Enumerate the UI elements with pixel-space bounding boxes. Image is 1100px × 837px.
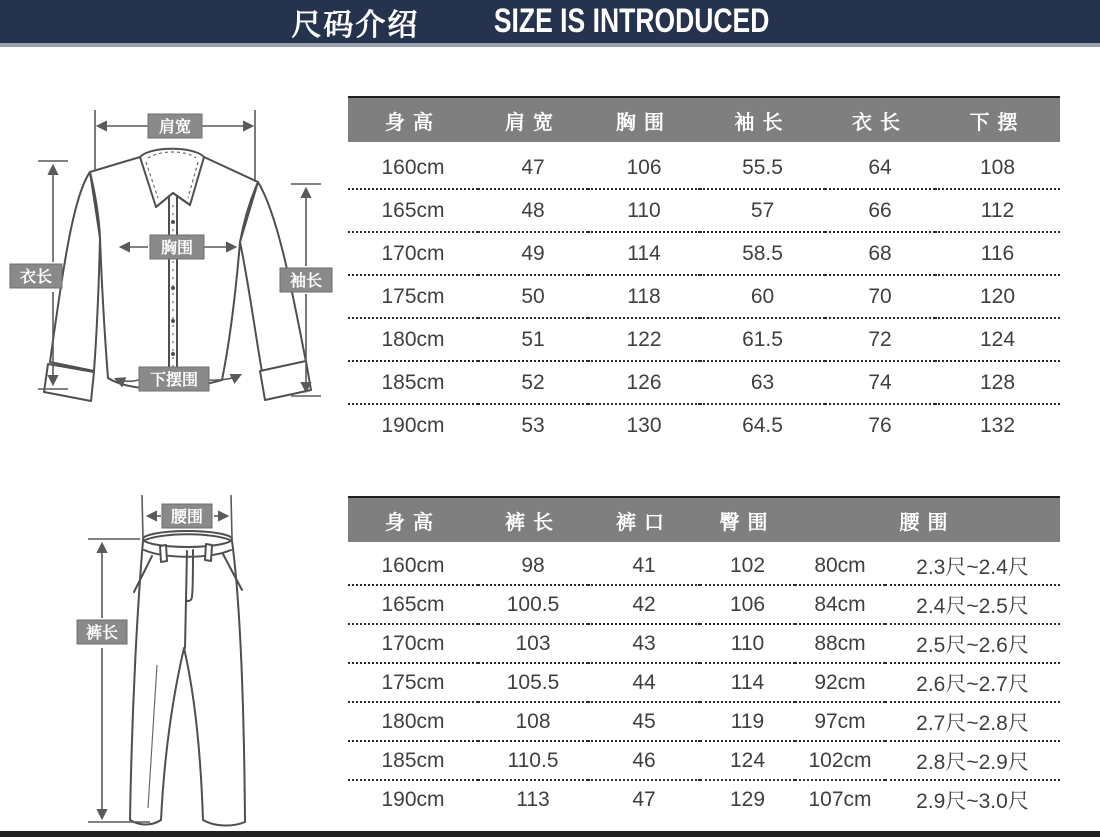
table-row <box>348 189 1060 232</box>
table-cell: 2.9尺~3.0尺 <box>916 789 1029 813</box>
table-cell: 124 <box>979 327 1016 351</box>
header-cell: 衣长 <box>825 97 935 142</box>
banner-title-zh: 尺码介绍 <box>291 8 420 42</box>
table-cell: 2.5尺~2.6尺 <box>916 633 1029 657</box>
table-cell: 43 <box>632 631 656 655</box>
table-cell: 52 <box>521 370 545 394</box>
table-cell: 2.7尺~2.8尺 <box>916 711 1029 735</box>
table-cell: 103 <box>515 631 551 655</box>
table-cell: 118 <box>627 284 661 308</box>
header-cell: 胸围 <box>588 97 700 142</box>
table-cell: 64.5 <box>742 413 783 437</box>
header-cell: 裤长 <box>478 497 588 542</box>
shirt-table-body <box>348 142 1060 446</box>
table-header-row <box>348 497 1060 542</box>
header-cell: 下摆 <box>935 97 1060 142</box>
table-cell: 175cm <box>381 670 445 694</box>
table-cell: 102cm <box>808 748 872 772</box>
table-cell: 47 <box>521 155 545 179</box>
header-cell: 身高 <box>348 497 478 542</box>
table-cell: 2.8尺~2.9尺 <box>916 750 1029 774</box>
table-cell: 110.5 <box>507 748 559 772</box>
table-cell: 185cm <box>381 370 445 394</box>
table-cell: 60 <box>750 284 775 308</box>
table-cell: 190cm <box>381 413 445 437</box>
pants-diagram <box>0 485 348 837</box>
table-cell: 61.5 <box>742 327 783 351</box>
title-banner <box>0 0 1100 43</box>
table-cell: 128 <box>979 370 1016 394</box>
table-cell: 170cm <box>381 631 445 655</box>
table-cell: 42 <box>632 592 656 616</box>
table-cell: 114 <box>627 241 661 265</box>
table-cell: 48 <box>521 198 545 222</box>
table-cell: 102 <box>729 553 766 577</box>
banner-title-en: SIZE IS INTRODUCED <box>494 2 770 40</box>
table-cell: 68 <box>868 241 892 265</box>
table-cell: 165cm <box>381 592 445 616</box>
table-cell: 175cm <box>381 284 445 308</box>
table-cell: 129 <box>729 787 766 811</box>
table-cell: 165cm <box>381 198 445 222</box>
table-cell: 63 <box>750 370 775 394</box>
pants-body <box>130 534 245 825</box>
table-row <box>348 361 1060 404</box>
table-cell: 84cm <box>814 592 866 616</box>
table-cell: 44 <box>632 670 656 694</box>
banner-divider <box>0 43 1100 47</box>
table-cell: 100.5 <box>506 592 560 616</box>
table-cell: 70 <box>868 284 892 308</box>
table-cell: 50 <box>521 284 545 308</box>
table-row <box>348 404 1060 446</box>
table-cell: 76 <box>868 413 892 437</box>
table-row <box>348 663 1060 702</box>
pants-length-label: 裤长 <box>85 625 119 642</box>
header-cell: 臀围 <box>700 497 795 542</box>
table-row <box>348 585 1060 624</box>
table-cell: 116 <box>980 241 1015 265</box>
table-cell: 98 <box>521 553 545 577</box>
table-cell: 132 <box>979 413 1016 437</box>
table-cell: 57 <box>750 198 775 222</box>
waist-label: 腰围 <box>170 509 204 526</box>
bottom-bar <box>0 831 1100 837</box>
table-cell: 46 <box>632 748 656 772</box>
table-cell: 110 <box>730 631 765 655</box>
garment-length-label: 衣长 <box>19 269 53 286</box>
table-cell: 66 <box>868 198 892 222</box>
table-cell: 47 <box>632 787 656 811</box>
table-cell: 110 <box>627 198 661 222</box>
table-cell: 80cm <box>814 553 866 577</box>
header-cell: 裤口 <box>588 497 700 542</box>
table-cell: 170cm <box>381 241 445 265</box>
table-cell: 107cm <box>808 787 872 811</box>
table-cell: 160cm <box>381 155 445 179</box>
table-row <box>348 542 1060 585</box>
pants-table-header <box>348 497 1060 542</box>
sleeve-length-label: 袖长 <box>289 273 323 290</box>
table-cell: 49 <box>521 241 545 265</box>
table-cell: 180cm <box>381 709 445 733</box>
table-cell: 108 <box>979 155 1016 179</box>
table-cell: 180cm <box>381 327 445 351</box>
table-cell: 108 <box>515 709 551 733</box>
table-cell: 160cm <box>381 553 445 577</box>
chest-label: 胸围 <box>160 240 194 257</box>
table-header-row <box>348 97 1060 142</box>
table-cell: 126 <box>626 370 662 394</box>
table-cell: 64 <box>868 155 892 179</box>
shirt-size-table <box>348 96 1060 446</box>
table-cell: 92cm <box>814 670 866 694</box>
table-row <box>348 318 1060 361</box>
table-cell: 112 <box>980 198 1015 222</box>
table-cell: 2.3尺~2.4尺 <box>916 555 1029 579</box>
table-cell: 45 <box>632 709 656 733</box>
table-cell: 88cm <box>814 631 866 655</box>
shirt-table-header <box>348 97 1060 142</box>
table-row <box>348 142 1060 189</box>
table-cell: 105.5 <box>506 670 560 694</box>
table-cell: 113 <box>516 787 550 811</box>
table-cell: 74 <box>868 370 892 394</box>
header-cell: 袖长 <box>700 97 825 142</box>
table-cell: 2.4尺~2.5尺 <box>916 594 1029 618</box>
pants-table-body <box>348 542 1060 818</box>
table-row <box>348 275 1060 318</box>
shoulder-width-label: 肩宽 <box>158 119 192 136</box>
table-cell: 72 <box>868 327 892 351</box>
table-row <box>348 780 1060 818</box>
table-cell: 124 <box>729 748 766 772</box>
table-cell: 2.6尺~2.7尺 <box>916 672 1029 696</box>
table-cell: 120 <box>979 284 1016 308</box>
header-cell: 腰围 <box>795 497 1060 542</box>
table-cell: 41 <box>632 553 656 577</box>
header-cell: 身高 <box>348 97 478 142</box>
table-cell: 53 <box>521 413 545 437</box>
table-cell: 58.5 <box>742 241 783 265</box>
table-row <box>348 702 1060 741</box>
hem-label: 下摆围 <box>149 372 199 389</box>
table-cell: 122 <box>626 327 662 351</box>
table-cell: 97cm <box>814 709 866 733</box>
table-cell: 190cm <box>381 787 445 811</box>
table-cell: 106 <box>729 592 766 616</box>
shirt-diagram <box>0 55 348 410</box>
header-cell: 肩宽 <box>478 97 588 142</box>
table-cell: 114 <box>730 670 765 694</box>
table-cell: 185cm <box>381 748 445 772</box>
pants-size-table <box>348 496 1060 818</box>
table-cell: 130 <box>626 413 662 437</box>
table-cell: 55.5 <box>742 155 783 179</box>
table-cell: 106 <box>626 155 662 179</box>
table-row <box>348 624 1060 663</box>
table-cell: 51 <box>521 327 545 351</box>
table-row <box>348 741 1060 780</box>
table-row <box>348 232 1060 275</box>
table-cell: 119 <box>730 709 765 733</box>
